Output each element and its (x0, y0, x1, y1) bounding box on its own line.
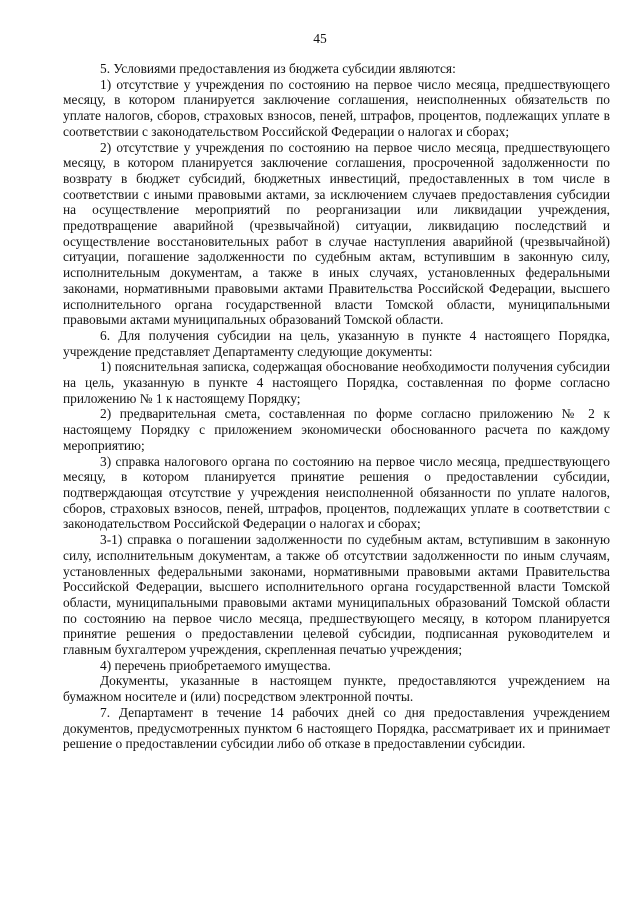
paragraph-item-6-3: 3) справка налогового органа по состоянию на первое число месяца, предшествующего месяцу, в котором планируется принятие решения о предоставлении субсидии, подтверждающая отсутствие у учреждения неисполненной обязанности по уплате налогов, сборов, страховых взносов, пеней, штрафов, процентов, подлежащих уплате в соответствии с законодательством Российской Федерации о налогах и сборах; (63, 453, 610, 532)
paragraph-item-5-2: 2) отсутствие у учреждения по состоянию на первое число месяца, предшествующего месяцу, в котором планируется заключение соглашения, просроченной задолженности по возврату в бюджет субсидий, бюджетных инвестиций, предоставленных в том числе в соответствии с иными правовыми актами, за исключением случаев предоставления субсидии на осуществление мероприятий по реорганизации или ликвидации учреждения, предотвращение аварийной (чрезвычайной) ситуации, ликвидацию последствий и осуществление восстановительных работ в случае наступления аварийной (чрезвычайной) ситуации, погашение задолженности по судебным актам, вступившим в законную силу, исполнительным документам, а также в иных случаях, установленных федеральными законами, нормативными правовыми актами Правительства Российской Федерации, высшего исполнительного органа государственной власти Томской области, муниципальными правовыми актами муниципальных образований Томской области. (63, 139, 610, 328)
paragraph-item-5-heading: 5. Условиями предоставления из бюджета субсидии являются: (100, 61, 456, 76)
paragraph-item-7: 7. Департамент в течение 14 рабочих дней со дня предоставления учреждением документов, предусмотренных пунктом 6 настоящего Порядка, рассматривает их и принимает решение о предоставлении субсидии либо об отказе в предоставлении субсидии. (63, 704, 610, 752)
paragraph-item-6-4: 4) перечень приобретаемого имущества. (100, 657, 331, 673)
paragraph-documents-submission: Документы, указанные в настоящем пункте, предоставляются учреждением на бумажном носителе и (или) посредством электронной почты. (63, 673, 610, 705)
paragraph-item-6-heading: 6. Для получения субсидии на цель, указанную в пункте 4 настоящего Порядка, учреждение представляет Департаменту следующие документы: (63, 327, 610, 359)
paragraph-item-5-1: 1) отсутствие у учреждения по состоянию на первое число месяца, предшествующего месяцу, в котором планируется заключение соглашения, неисполненных обязательств по уплате налогов, сборов, страховых взносов, пеней, штрафов, процентов, подлежащих уплате в соответствии с законодательством Российской Федерации о налогах и сборах; (63, 76, 610, 139)
paragraph-item-6-1: 1) пояснительная записка, содержащая обоснование необходимости получения субсидии на цель, указанную в пункте 4 настоящего Порядка, составленная по форме согласно приложению № 1 к настоящему Порядку; (63, 359, 610, 406)
paragraph-item-6-2: 2) предварительная смета, составленная по форме согласно приложению № 2 к настоящему Порядку с приложением экономически обоснованного расчета по каждому мероприятию; (63, 406, 610, 453)
page-number: 45 (313, 31, 327, 46)
paragraph-item-6-3-1: 3-1) справка о погашении задолженности по судебным актам, вступившим в законную силу, исполнительным документам, а также об отсутствии задолженности по иным случаям, установленных федеральными законами, нормативными правовыми актами Правительства Российской Федерации, высшего исполнительного органа государственной власти Томской области, муниципальными правовыми актами муниципальных образований Томской области по состоянию на первое число месяца, предшествующего месяцу, в котором планируется принятие решения о предоставлении целевой субсидии, подписанная руководителем и главным бухгалтером учреждения, скрепленная печатью учреждения; (63, 532, 610, 658)
document-body (63, 61, 610, 752)
